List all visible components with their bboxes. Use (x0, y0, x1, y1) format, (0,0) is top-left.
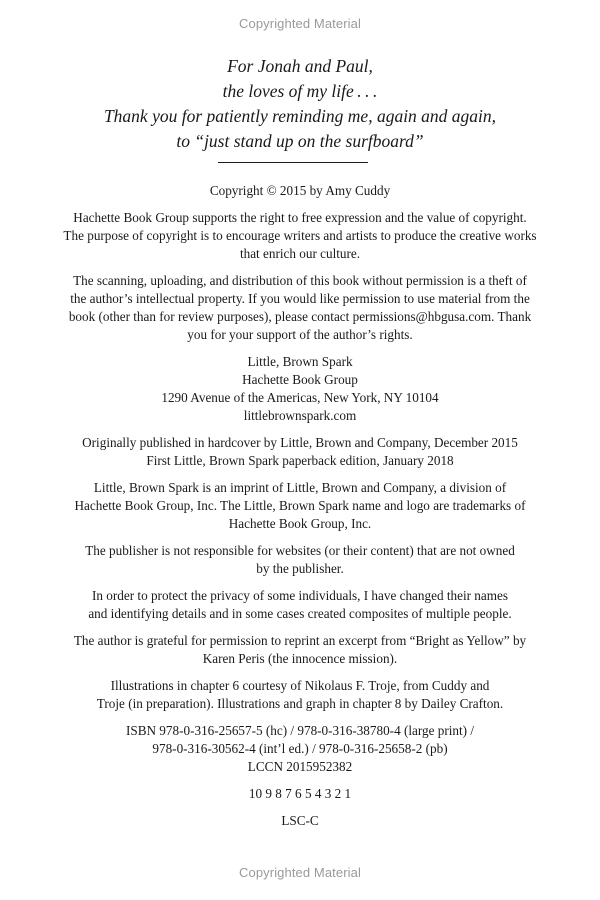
print-line-block (50, 785, 550, 803)
isbn-block (50, 722, 550, 776)
illustration-credit (50, 677, 550, 713)
imprint-line: Hachette Book Group, Inc. (228, 516, 372, 531)
statement-line: Hachette Book Group supports the right to free expression and the value of copyright. (73, 210, 527, 225)
imprint-notice (50, 479, 550, 533)
permission-line: The scanning, uploading, and distribution of this book without permission is a theft of (73, 273, 527, 288)
publisher-line: littlebrownspark.com (243, 408, 357, 423)
excerpt-credit (50, 632, 550, 668)
statement-line: that enrich our culture. (239, 246, 361, 261)
privacy-note (50, 587, 550, 623)
dedication-line: For Jonah and Paul, (227, 56, 373, 76)
copyright-line: Copyright © 2015 by Amy Cuddy (209, 183, 391, 198)
excerpt-line: Karen Peris (the innocence mission). (202, 651, 398, 666)
imprint-line: Little, Brown Spark is an imprint of Little, Brown and Company, a division of (93, 480, 507, 495)
edition-line: First Little, Brown Spark paperback edition, January 2018 (146, 453, 454, 468)
websites-line: The publisher is not responsible for websites (or their content) that are not owned (85, 543, 515, 558)
isbn-line: ISBN 978-0-316-25657-5 (hc) / 978-0-316-38780-4 (large print) / (125, 723, 475, 738)
privacy-line: In order to protect the privacy of some individuals, I have changed their names (92, 588, 508, 603)
websites-line: by the publisher. (256, 561, 344, 576)
permission-line: you for your support of the author’s rights. (187, 327, 413, 342)
publisher-line: Hachette Book Group (242, 372, 358, 387)
copyright-page-body (50, 182, 550, 830)
dedication-line: to “just stand up on the surfboard” (176, 131, 424, 151)
copyright-statement (50, 209, 550, 263)
permission-notice (50, 272, 550, 344)
edition-history (50, 434, 550, 470)
privacy-line: and identifying details and in some cases created composites of multiple people. (88, 606, 512, 621)
statement-line: The purpose of copyright is to encourage writers and artists to produce the creative works (63, 228, 537, 243)
copyright-notice (50, 182, 550, 200)
watermark-bottom: Copyrighted Material (239, 865, 361, 880)
isbn-line: 978-0-316-30562-4 (int’l ed.) / 978-0-316-25658-2 (pb) (152, 741, 448, 756)
dedication (0, 54, 600, 154)
publisher-address (50, 353, 550, 425)
imprint-line: Hachette Book Group, Inc. The Little, Brown Spark name and logo are trademarks of (74, 498, 526, 513)
illustrations-line: Troje (in preparation). Illustrations and graph in chapter 8 by Dailey Crafton. (96, 696, 504, 711)
excerpt-line: The author is grateful for permission to reprint an excerpt from “Bright as Yellow” by (73, 633, 527, 648)
edition-line: Originally published in hardcover by Little, Brown and Company, December 2015 (82, 435, 518, 450)
websites-disclaimer (50, 542, 550, 578)
permission-line: the author’s intellectual property. If you would like permission to use material from the (70, 291, 530, 306)
permission-line: book (other than for review purposes), please contact permissions@hbgusa.com. Thank (68, 309, 532, 324)
dedication-line: the loves of my life . . . (222, 81, 378, 101)
publisher-line: 1290 Avenue of the Americas, New York, NY 10104 (161, 390, 439, 405)
publisher-line: Little, Brown Spark (247, 354, 353, 369)
divider-rule (218, 162, 368, 163)
watermark-top: Copyrighted Material (239, 16, 361, 31)
print-line: 10 9 8 7 6 5 4 3 2 1 (248, 786, 352, 801)
lccn-line: LCCN 2015952382 (247, 759, 353, 774)
printer-code-block (50, 812, 550, 830)
dedication-line: Thank you for patiently reminding me, again and again, (103, 106, 497, 126)
illustrations-line: Illustrations in chapter 6 courtesy of Nikolaus F. Troje, from Cuddy and (110, 678, 490, 693)
printer-code: LSC-C (281, 813, 319, 828)
